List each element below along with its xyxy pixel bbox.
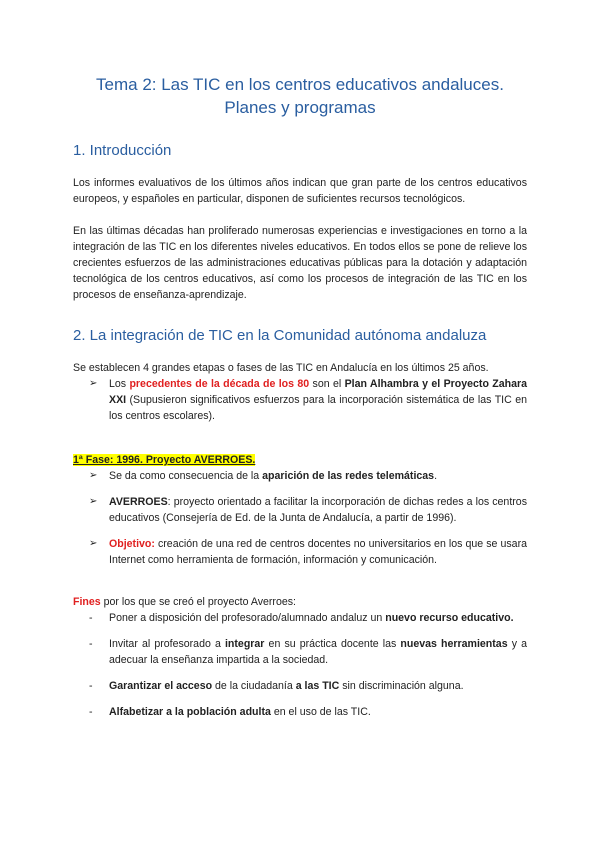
bold-text: a las TIC <box>295 680 340 692</box>
intro-paragraph-2: En las últimas décadas han proliferado numerosas experiencias e investigaciones en torno a la integración de las TIC en los diferentes niveles educativos. En todos ellos se pone de relieve los crecientes esfuerzos de las administraciones educativas públicas para la dotación y adaptación tecnológica de los centros educativos, así como los procesos de integración de las TIC en los procesos de enseñanza-aprendizaje. <box>73 225 527 301</box>
phase-1-list <box>73 468 527 568</box>
precedentes-list <box>73 376 527 424</box>
text-span: en el uso de las TIC. <box>270 706 371 718</box>
list-item <box>73 678 527 694</box>
highlight-text: Objetivo: <box>109 538 155 550</box>
text-span: y a adecuar la enseñanza impartida a la sociedad. <box>109 638 528 666</box>
arrow-bullet-icon: ➢ <box>89 470 98 481</box>
bold-text: Garantizar el acceso <box>109 680 213 692</box>
list-item <box>73 494 527 526</box>
text-span: son el <box>309 378 345 390</box>
bold-text: Alfabetizar a la población adulta <box>109 706 271 718</box>
text-span: sin discriminación alguna. <box>339 680 464 692</box>
bold-text: AVERROES <box>109 496 168 508</box>
section-2-heading: 2. La integración de TIC en la Comunidad autónoma andaluza <box>73 327 487 344</box>
bold-text: Plan Alhambra y el Proyecto Zahara XXI <box>109 378 528 406</box>
phase-1-heading <box>73 452 527 468</box>
arrow-bullet-icon: ➢ <box>89 538 98 549</box>
phase-1-label: 1ª Fase: 1996. Proyecto AVERROES. <box>73 454 256 466</box>
stages-paragraph: Se establecen 4 grandes etapas o fases de las TIC en Andalucía en los últimos 25 años. <box>73 362 489 374</box>
bold-text: aparición de las redes telemáticas <box>262 470 435 482</box>
fines-list <box>73 610 527 720</box>
text-span: por los que se creó el proyecto Averroes: <box>100 596 296 608</box>
fines-paragraph <box>73 594 527 610</box>
text-span: en su práctica docente las <box>264 638 401 650</box>
bold-text: nuevo recurso educativo. <box>385 612 514 624</box>
text-span: . <box>434 470 438 482</box>
title-line-1: Tema 2: Las TIC en los centros educativos andaluces. <box>96 75 504 94</box>
bold-text: integrar <box>224 638 265 650</box>
highlight-text: precedentes de la década de los 80 <box>129 378 310 390</box>
text-span: creación de una red de centros docentes no universitarios en los que se usara Internet como herramienta de formación, información y comunicación. <box>109 538 527 566</box>
list-item <box>73 468 527 484</box>
dash-bullet-icon: - <box>89 680 93 692</box>
text-span: de la ciudadanía <box>212 680 296 692</box>
dash-bullet-icon: - <box>89 612 93 624</box>
text-span: Los <box>109 378 130 390</box>
text-span: : proyecto orientado a facilitar la incorporación de dichas redes a los centros educativos (Consejería de Ed. de la Junta de Andalucía, a partir de 1996). <box>109 496 527 524</box>
list-item <box>73 376 527 424</box>
arrow-bullet-icon: ➢ <box>89 496 98 507</box>
dash-bullet-icon: - <box>89 706 93 718</box>
text-span: (Supusieron significativos esfuerzos para la incorporación sistemática de las TIC en los centros escolares). <box>109 394 527 422</box>
list-item <box>73 704 527 720</box>
text-span: Poner a disposición del profesorado/alumnado andaluz un <box>109 612 386 624</box>
list-item <box>73 610 527 626</box>
intro-paragraph-1: Los informes evaluativos de los últimos años indican que gran parte de los centros educativos europeos, y españoles en particular, disponen de suficientes recursos tecnológicos. <box>73 177 527 205</box>
bold-text: nuevas herramientas <box>400 638 508 650</box>
arrow-bullet-icon: ➢ <box>89 378 98 389</box>
list-item <box>73 636 527 668</box>
text-span: Invitar al profesorado a <box>109 638 225 650</box>
list-item <box>73 536 527 568</box>
text-span: Se da como consecuencia de la <box>109 470 263 482</box>
section-1-heading: 1. Introducción <box>73 142 172 159</box>
title-line-2: Planes y programas <box>224 98 376 117</box>
dash-bullet-icon: - <box>89 638 93 650</box>
document-title <box>73 0 527 119</box>
highlight-text: Fines <box>73 596 101 608</box>
